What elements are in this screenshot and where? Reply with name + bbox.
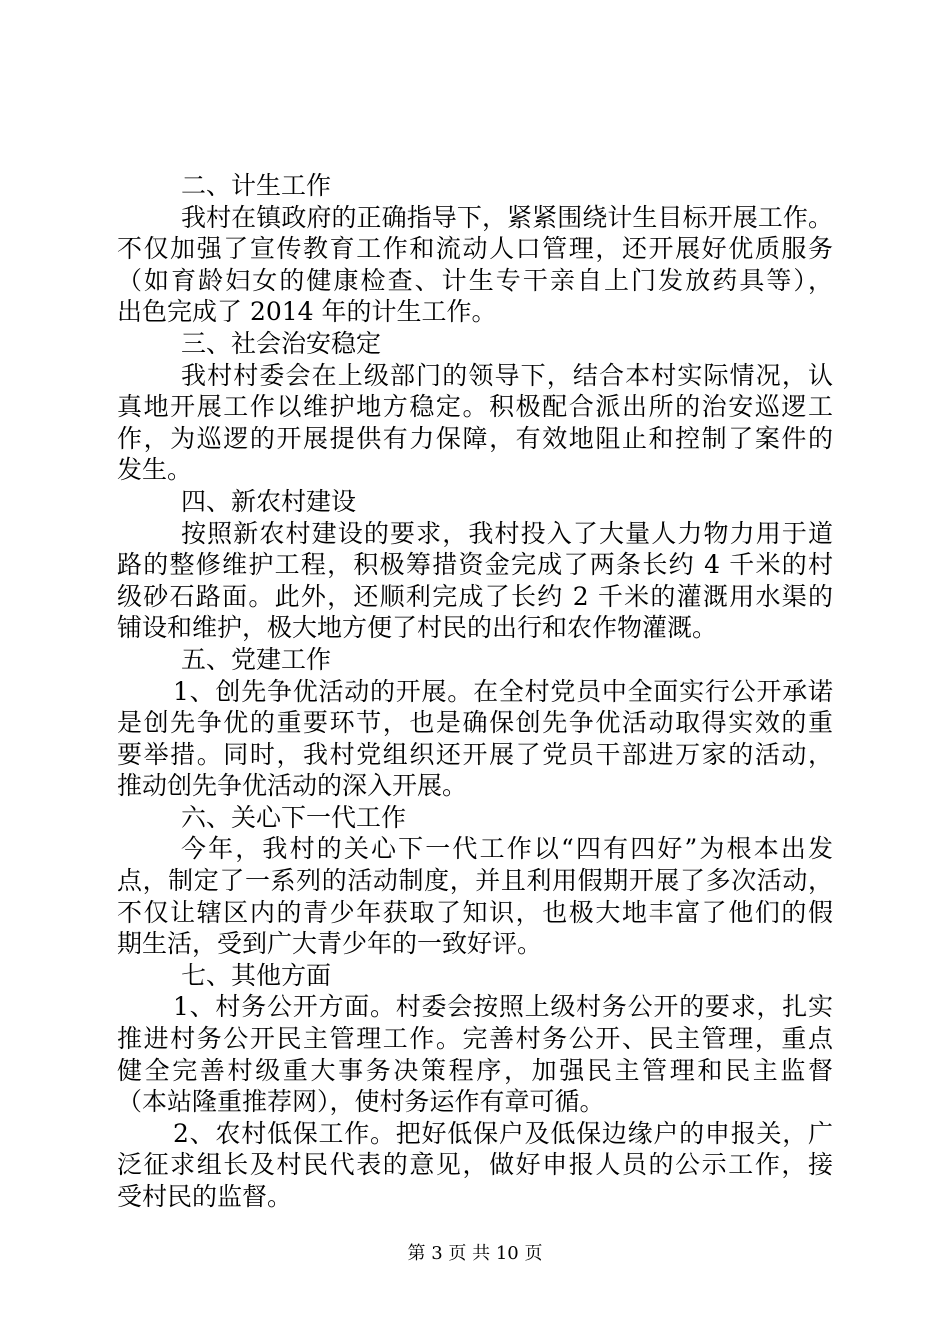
text-line: 路的整修维护工程，积极筹措资金完成了两条长约 4 千米的村: [117, 550, 833, 580]
text-line: 不仅让辖区内的青少年获取了知识，也极大地丰富了他们的假: [117, 897, 833, 927]
text-line: 四、新农村建设: [181, 486, 357, 516]
text-line: 三、社会治安稳定: [181, 328, 382, 358]
text-line: 是创先争优的重要环节，也是确保创先争优活动取得实效的重: [117, 708, 833, 738]
text-line: 推进村务公开民主管理工作。完善村务公开、民主管理，重点: [117, 1024, 833, 1054]
text-line: 泛征求组长及村民代表的意见，做好申报人员的公示工作，接: [117, 1150, 833, 1180]
text-line: 推动创先争优活动的深入开展。: [117, 771, 468, 801]
text-line: 要举措。同时，我村党组织还开展了党员干部进万家的活动，: [117, 739, 833, 769]
text-line: 作，为巡逻的开展提供有力保障，有效地阻止和控制了案件的: [117, 423, 833, 453]
text-line: 今年，我村的关心下一代工作以“四有四好”为根本出发: [181, 834, 833, 864]
text-line: 1、村务公开方面。村委会按照上级村务公开的要求，扎实: [173, 992, 833, 1022]
text-line: （本站隆重推荐网），使村务运作有章可循。: [117, 1087, 605, 1117]
text-line: 七、其他方面: [181, 960, 332, 990]
text-line: 二、计生工作: [181, 171, 332, 200]
text-line: 五、党建工作: [181, 644, 332, 674]
text-line: 出色完成了 2014 年的计生工作。: [117, 297, 497, 327]
text-line: 我村村委会在上级部门的领导下，结合本村实际情况，认: [181, 360, 833, 390]
text-line: 级砂石路面。此外，还顺利完成了长约 2 千米的灌溉用水渠的: [117, 581, 833, 611]
text-line: 六、关心下一代工作: [181, 802, 407, 832]
text-line: 按照新农村建设的要求，我村投入了大量人力物力用于道: [181, 518, 833, 548]
text-line: 点，制定了一系列的活动制度，并且利用假期开展了多次活动，: [117, 866, 833, 896]
document-body: [117, 170, 833, 1213]
text-line: 2、农村低保工作。把好低保户及低保边缘户的申报关，广: [173, 1118, 833, 1148]
text-line: 不仅加强了宣传教育工作和流动人口管理，还开展好优质服务: [117, 234, 833, 264]
text-line: 真地开展工作以维护地方稳定。积极配合派出所的治安巡逻工: [117, 392, 833, 422]
text-line: 期生活，受到广大青少年的一致好评。: [117, 929, 543, 959]
text-line: 健全完善村级重大事务决策程序，加强民主管理和民主监督: [117, 1055, 833, 1085]
text-line: 铺设和维护，极大地方便了村民的出行和农作物灌溉。: [117, 613, 718, 643]
text-line: 发生。: [117, 455, 193, 485]
text-line: 受村民的监督。: [117, 1182, 293, 1211]
page-number: 第 3 页 共 10 页: [407, 1243, 543, 1264]
text-line: 我村在镇政府的正确指导下，紧紧围绕计生目标开展工作。: [181, 202, 833, 232]
text-line: （如育龄妇女的健康检查、计生专干亲自上门发放药具等），: [117, 265, 833, 295]
page-footer: [0, 1242, 950, 1266]
text-line: 1、创先争优活动的开展。在全村党员中全面实行公开承诺: [173, 676, 833, 706]
